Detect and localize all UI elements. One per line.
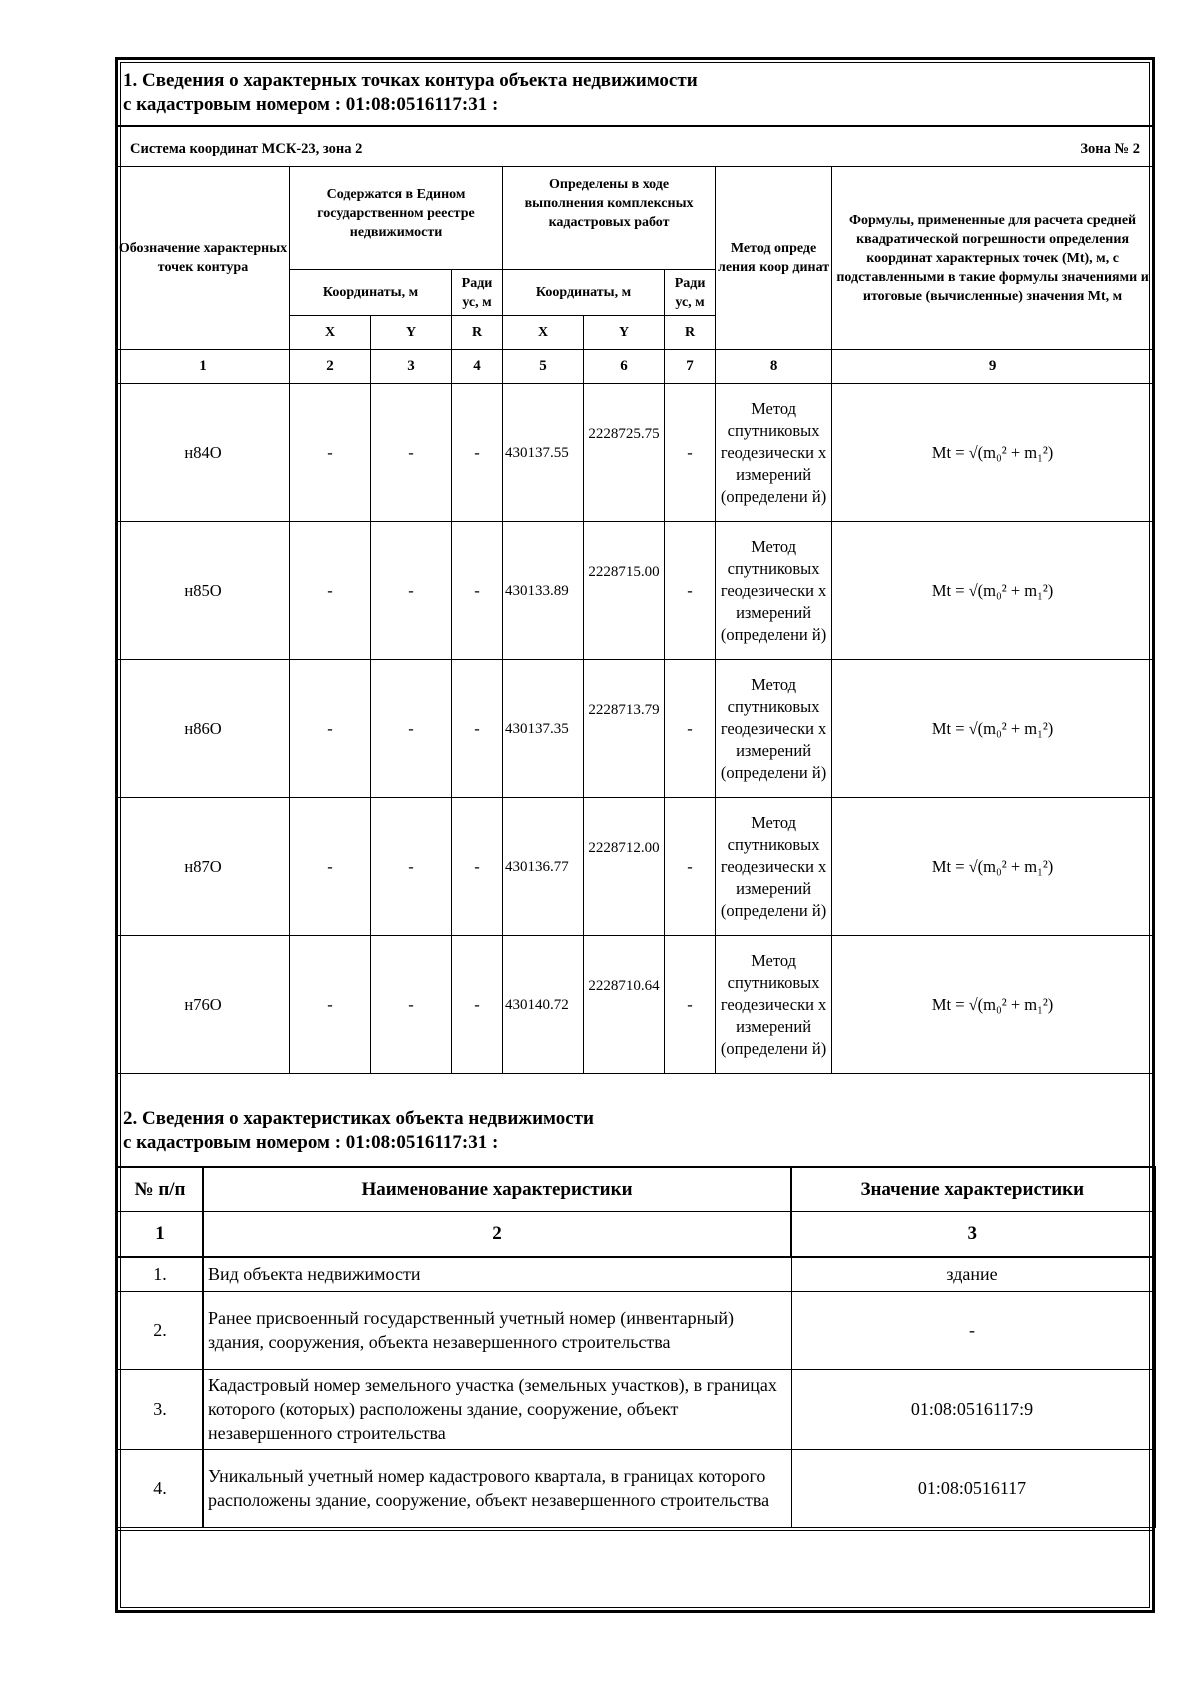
y-cell: 2228713.79 bbox=[584, 660, 665, 798]
x-cell: 430137.55 bbox=[503, 384, 584, 522]
point-cell: н84О bbox=[117, 384, 290, 522]
method-cell: Метод спутниковых геодезически х измерений (определени й) bbox=[716, 522, 832, 660]
section1-title-line2: с кадастровым номером : 01:08:0516117:31 : bbox=[123, 94, 499, 115]
egrn-y-cell: - bbox=[371, 798, 452, 936]
value-cell: - bbox=[791, 1291, 1154, 1369]
r-cell: - bbox=[665, 384, 716, 522]
name-cell: Вид объекта недвижимости bbox=[203, 1257, 791, 1291]
table-row bbox=[117, 798, 1154, 936]
num-cell: 3. bbox=[117, 1369, 203, 1449]
formula-cell: Mt = √(m₀² + m₁²) bbox=[832, 660, 1154, 798]
points-table bbox=[116, 166, 1154, 1074]
section2-title-line1: 2. Сведения о характеристиках объекта недвижимости bbox=[123, 1108, 594, 1129]
table-row bbox=[117, 384, 1154, 522]
r-cell: - bbox=[665, 798, 716, 936]
header-value: Значение характеристики bbox=[791, 1167, 1154, 1212]
value-cell: 01:08:0516117:9 bbox=[791, 1369, 1154, 1449]
header-det-radius: Ради ус, м bbox=[665, 270, 716, 316]
num-cell: 2. bbox=[117, 1291, 203, 1369]
section2-title bbox=[123, 1107, 594, 1155]
header-egrn-r: R bbox=[452, 316, 503, 350]
egrn-x-cell: - bbox=[290, 936, 371, 1074]
egrn-y-cell: - bbox=[371, 522, 452, 660]
y-cell: 2228725.75 bbox=[584, 384, 665, 522]
column-number: 8 bbox=[716, 350, 832, 384]
column-number: 3 bbox=[791, 1212, 1154, 1258]
column-number: 6 bbox=[584, 350, 665, 384]
egrn-x-cell: - bbox=[290, 384, 371, 522]
r-cell: - bbox=[665, 522, 716, 660]
column-number: 2 bbox=[290, 350, 371, 384]
y-cell: 2228715.00 bbox=[584, 522, 665, 660]
r-cell: - bbox=[665, 660, 716, 798]
table-row bbox=[117, 660, 1154, 798]
method-cell: Метод спутниковых геодезически х измерений (определени й) bbox=[716, 384, 832, 522]
num-cell: 4. bbox=[117, 1449, 203, 1527]
section1-title-line1: 1. Сведения о характерных точках контура объекта недвижимости bbox=[123, 70, 698, 91]
header-method: Метод опреде ления коор динат bbox=[716, 167, 832, 350]
table-row bbox=[117, 522, 1154, 660]
header-egrn-radius: Ради ус, м bbox=[452, 270, 503, 316]
header-egrn: Содержатся в Едином государственном реестре недвижимости bbox=[290, 167, 503, 270]
egrn-x-cell: - bbox=[290, 798, 371, 936]
column-number: 1 bbox=[117, 1212, 203, 1258]
header-determined: Определены в ходе выполнения комплексных кадастровых работ bbox=[503, 167, 716, 270]
name-cell: Кадастровый номер земельного участка (земельных участков), в границах которого (которых) расположены здание, сооружение, объект незавершенного строительства bbox=[203, 1369, 791, 1449]
method-cell: Метод спутниковых геодезически х измерений (определени й) bbox=[716, 660, 832, 798]
coordinate-system: Система координат МСК-23, зона 2 bbox=[130, 141, 363, 157]
column-number: 3 bbox=[371, 350, 452, 384]
formula-cell: Mt = √(m₀² + m₁²) bbox=[832, 936, 1154, 1074]
point-cell: н76О bbox=[117, 936, 290, 1074]
header-name: Наименование характеристики bbox=[203, 1167, 791, 1212]
table-row bbox=[117, 1449, 1154, 1527]
column-number: 2 bbox=[203, 1212, 791, 1258]
method-cell: Метод спутниковых геодезически х измерений (определени й) bbox=[716, 936, 832, 1074]
column-number: 9 bbox=[832, 350, 1154, 384]
table-row bbox=[117, 936, 1154, 1074]
table-row bbox=[117, 1291, 1154, 1369]
zone-label: Зона № 2 bbox=[1080, 141, 1140, 157]
header-point-designation: Обозначение характерных точек контура bbox=[117, 167, 290, 350]
header-num: № п/п bbox=[117, 1167, 203, 1212]
x-cell: 430136.77 bbox=[503, 798, 584, 936]
header-det-coordinates: Координаты, м bbox=[503, 270, 665, 316]
coordinate-system-row bbox=[118, 132, 1152, 166]
characteristics-table bbox=[116, 1166, 1156, 1528]
egrn-r-cell: - bbox=[452, 660, 503, 798]
name-cell: Уникальный учетный номер кадастрового квартала, в границах которого расположены здание, сооружение, объект незавершенного строительства bbox=[203, 1449, 791, 1527]
egrn-x-cell: - bbox=[290, 522, 371, 660]
egrn-x-cell: - bbox=[290, 660, 371, 798]
point-cell: н85О bbox=[117, 522, 290, 660]
r-cell: - bbox=[665, 936, 716, 1074]
table-row bbox=[117, 1257, 1154, 1291]
x-cell: 430140.72 bbox=[503, 936, 584, 1074]
egrn-y-cell: - bbox=[371, 384, 452, 522]
header-det-r: R bbox=[665, 316, 716, 350]
y-cell: 2228710.64 bbox=[584, 936, 665, 1074]
header-det-x: X bbox=[503, 316, 584, 350]
x-cell: 430137.35 bbox=[503, 660, 584, 798]
section1-title bbox=[123, 69, 698, 117]
egrn-r-cell: - bbox=[452, 522, 503, 660]
egrn-r-cell: - bbox=[452, 936, 503, 1074]
formula-cell: Mt = √(m₀² + m₁²) bbox=[832, 384, 1154, 522]
point-cell: н87О bbox=[117, 798, 290, 936]
formula-cell: Mt = √(m₀² + m₁²) bbox=[832, 522, 1154, 660]
egrn-r-cell: - bbox=[452, 798, 503, 936]
egrn-y-cell: - bbox=[371, 660, 452, 798]
y-cell: 2228712.00 bbox=[584, 798, 665, 936]
divider bbox=[115, 125, 1155, 127]
table-row bbox=[117, 1369, 1154, 1449]
column-number: 4 bbox=[452, 350, 503, 384]
column-number: 7 bbox=[665, 350, 716, 384]
x-cell: 430133.89 bbox=[503, 522, 584, 660]
header-det-y: Y bbox=[584, 316, 665, 350]
name-cell: Ранее присвоенный государственный учетный номер (инвентарный) здания, сооружения, объекта незавершенного строительства bbox=[203, 1291, 791, 1369]
egrn-r-cell: - bbox=[452, 384, 503, 522]
column-number: 1 bbox=[117, 350, 290, 384]
header-formulas: Формулы, примененные для расчета средней квадратической погрешности определения координат характерных точек (Mt), м, с подставленными в такие формулы значениями и итоговые (вычисленные) значения Mt, м bbox=[832, 167, 1154, 350]
section2-title-line2: с кадастровым номером : 01:08:0516117:31 : bbox=[123, 1132, 499, 1153]
egrn-y-cell: - bbox=[371, 936, 452, 1074]
bottom-divider bbox=[115, 1530, 1155, 1531]
header-egrn-coordinates: Координаты, м bbox=[290, 270, 452, 316]
formula-cell: Mt = √(m₀² + m₁²) bbox=[832, 798, 1154, 936]
method-cell: Метод спутниковых геодезически х измерений (определени й) bbox=[716, 798, 832, 936]
point-cell: н86О bbox=[117, 660, 290, 798]
column-number: 5 bbox=[503, 350, 584, 384]
header-egrn-y: Y bbox=[371, 316, 452, 350]
header-egrn-x: X bbox=[290, 316, 371, 350]
value-cell: 01:08:0516117 bbox=[791, 1449, 1154, 1527]
value-cell: здание bbox=[791, 1257, 1154, 1291]
num-cell: 1. bbox=[117, 1257, 203, 1291]
